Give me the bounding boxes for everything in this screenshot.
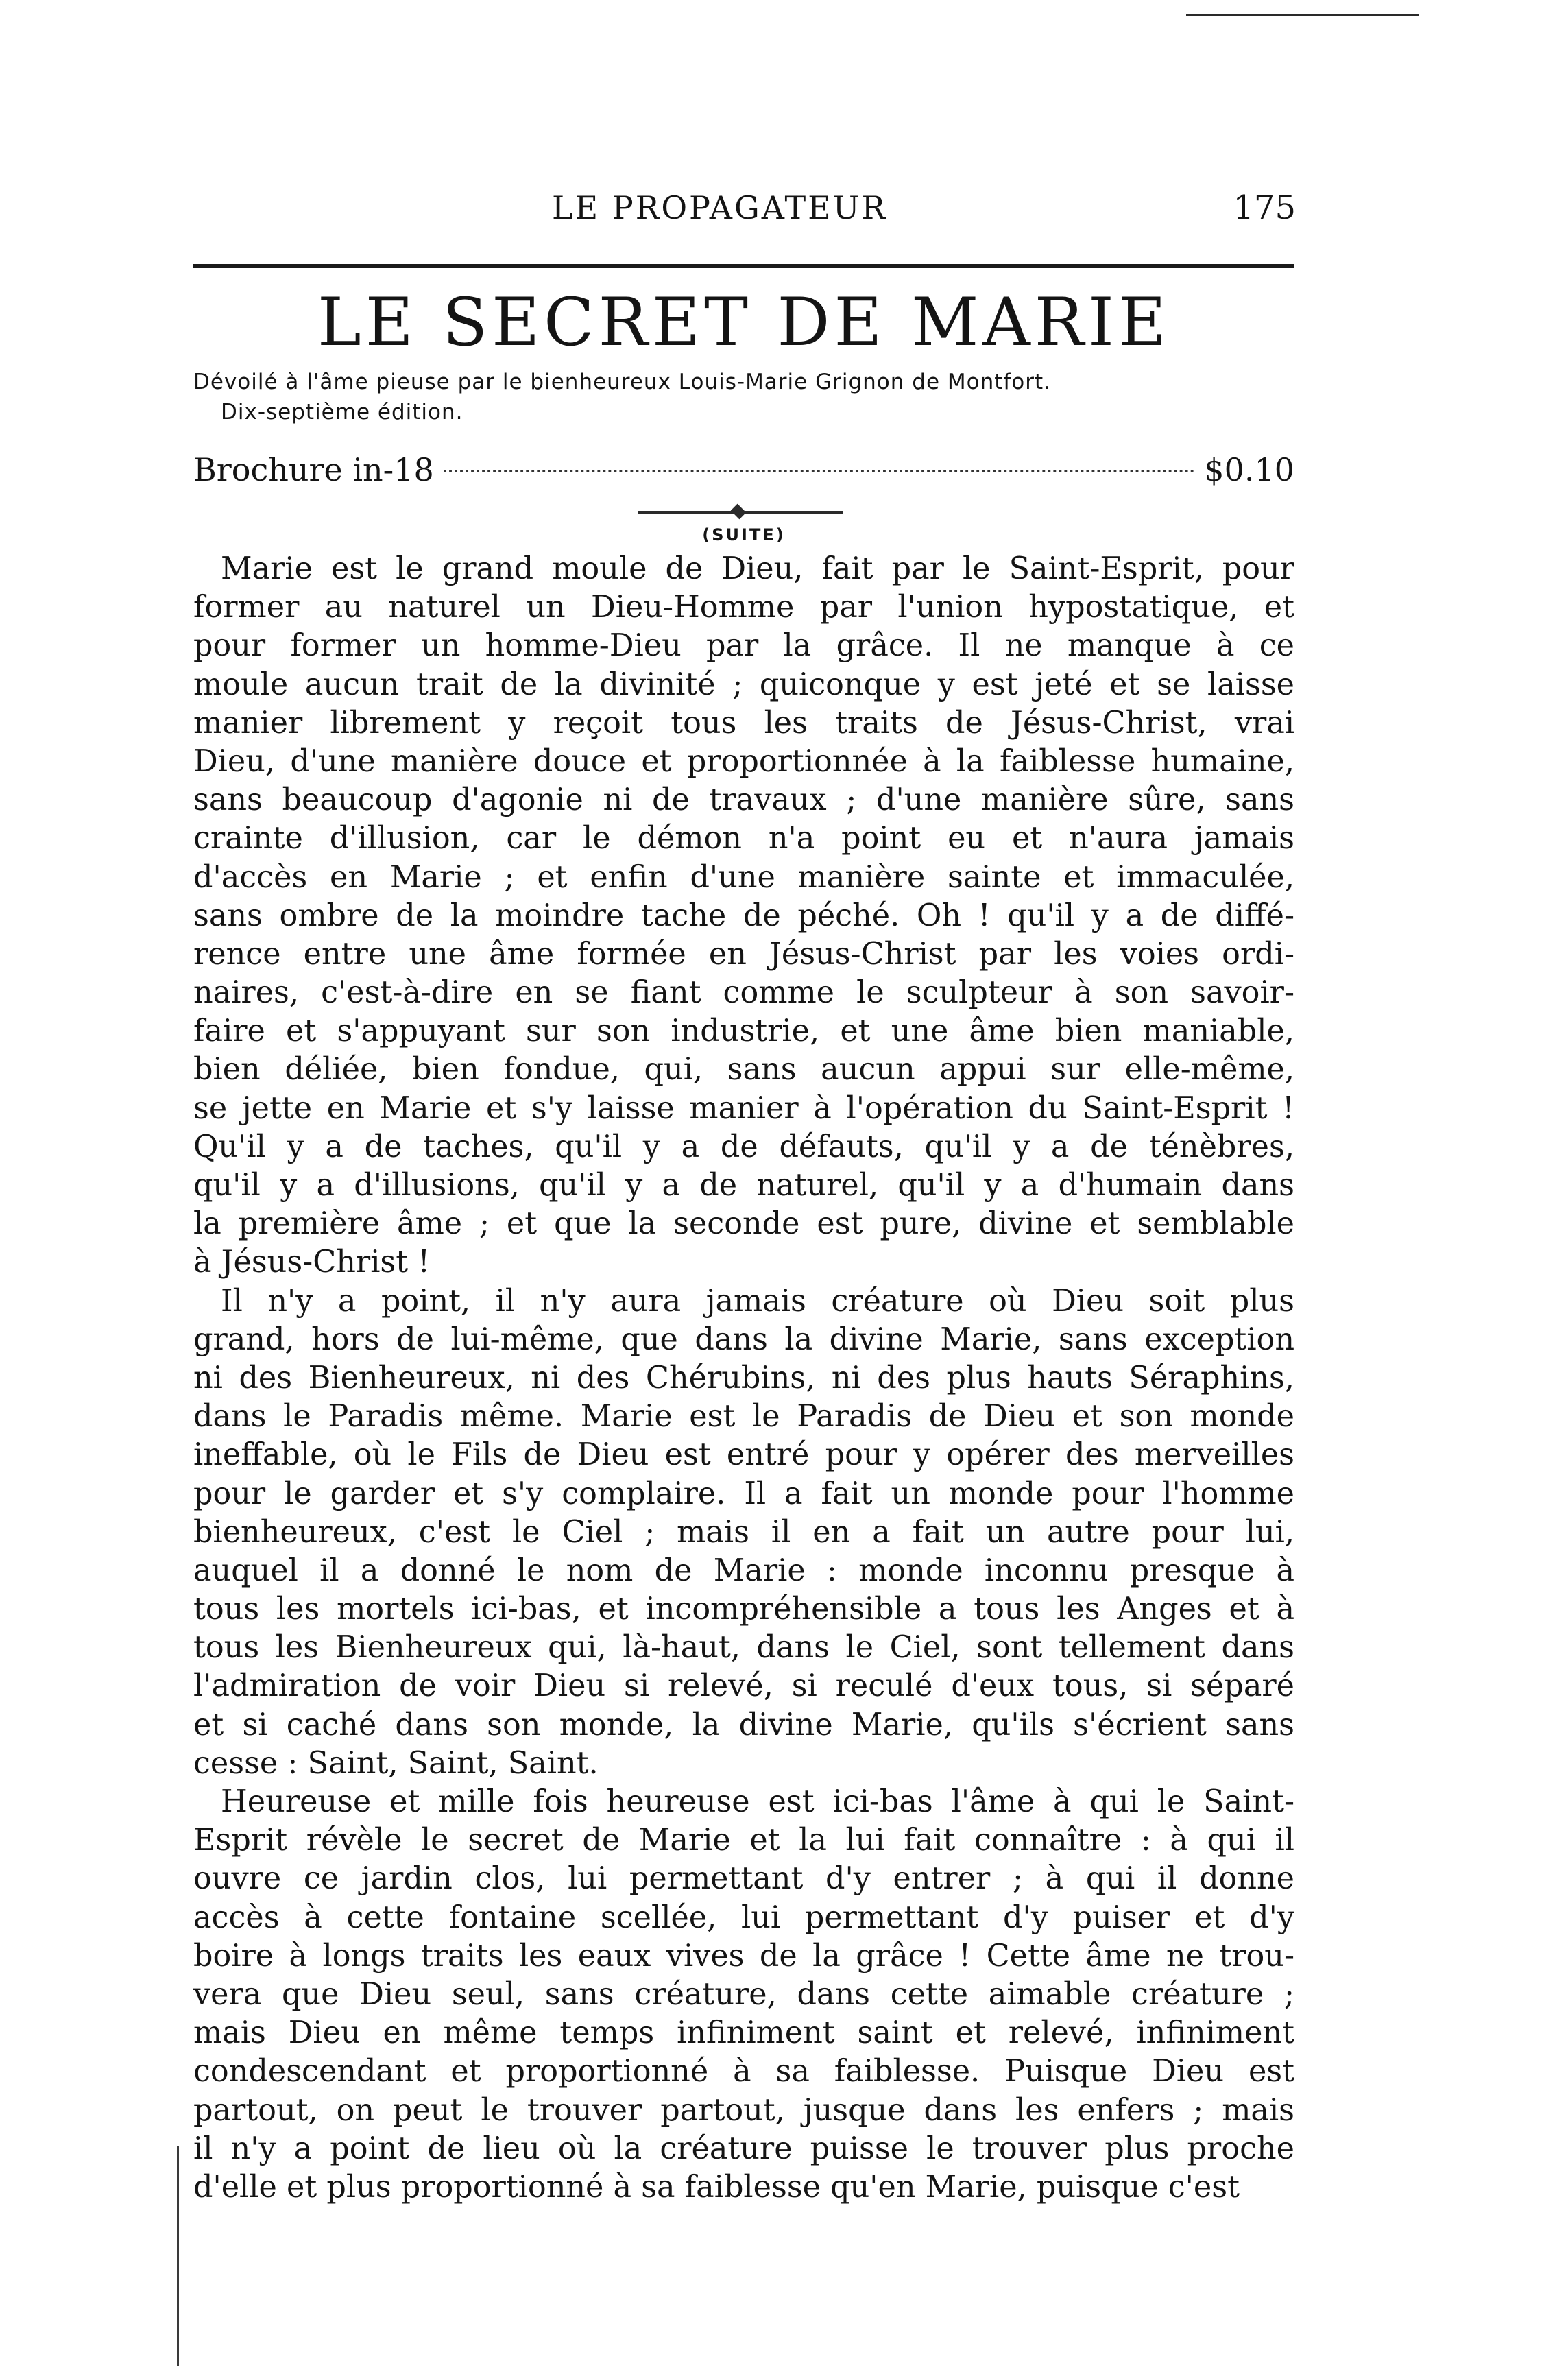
body-line: cesse : Saint, Saint, Saint.: [193, 1745, 599, 1781]
price-value: $0.10: [1204, 451, 1294, 488]
body-line: il n'y a point de lieu où la créature puisse le trouver plus proche: [193, 2131, 1294, 2166]
top-corner-rule: [1186, 14, 1419, 16]
body-line: partout, on peut le trouver partout, jusque dans les enfers ; mais: [193, 2092, 1294, 2128]
body-line: former au naturel un Dieu-Homme par l'union hypostatique, et: [193, 590, 1294, 625]
margin-mark: [177, 2146, 179, 2366]
body-line: moule aucun trait de la divinité ; quiconque y est jeté et se laisse: [193, 667, 1294, 702]
body-line: auquel il a donné le nom de Marie : monde inconnu presque à: [193, 1553, 1294, 1588]
body-line: condescendant et proportionné à sa faiblesse. Puisque Dieu est: [193, 2054, 1294, 2089]
body-line: boire à longs traits les eaux vives de la grâce ! Cette âme ne trou-: [193, 1938, 1294, 1974]
body-line: ni des Bienheureux, ni des Chérubins, ni des plus hauts Séraphins,: [193, 1360, 1294, 1395]
body-line: tous les Bienheureux qui, là-haut, dans le Ciel, sont tellement dans: [193, 1630, 1294, 1666]
body-text: [193, 550, 1294, 2207]
subtitle-line-1: Dévoilé à l'âme pieuse par le bienheureux Louis-Marie Grignon de Montfort.: [193, 370, 1052, 394]
body-line: accès à cette fontaine scellée, lui permettant d'y puiser et d'y: [193, 1900, 1294, 1935]
subtitle-line-2: Dix-septième édition.: [221, 400, 463, 424]
body-line: Esprit révèle le secret de Marie et la lui fait connaître : à qui il: [193, 1823, 1294, 1858]
body-line: ineffable, où le Fils de Dieu est entré pour y opérer des merveilles: [193, 1437, 1294, 1473]
body-line: d'accès en Marie ; et enfin d'une manière sainte et immaculée,: [193, 859, 1294, 895]
dot-leader: [444, 470, 1195, 472]
body-line: pour former un homme-Dieu par la grâce. Il ne manque à ce: [193, 628, 1294, 664]
body-line: qu'il y a d'illusions, qu'il y a de naturel, qu'il y a d'humain dans: [193, 1168, 1294, 1203]
body-line: Marie est le grand moule de Dieu, fait par le Saint-Esprit, pour: [221, 551, 1294, 586]
article-subtitle: [193, 367, 1294, 427]
running-head: [192, 184, 1296, 232]
body-line: Dieu, d'une manière douce et proportionnée à la faiblesse humaine,: [193, 743, 1294, 779]
body-line: mais Dieu en même temps infiniment saint et relevé, infiniment: [193, 2015, 1294, 2051]
body-line: crainte d'illusion, car le démon n'a point eu et n'aura jamais: [193, 821, 1294, 856]
body-line: Qu'il y a de taches, qu'il y a de défauts, qu'il y a de ténèbres,: [193, 1129, 1294, 1164]
header-rule: [193, 264, 1294, 268]
body-line: et si caché dans son monde, la divine Marie, qu'ils s'écrient sans: [193, 1707, 1294, 1742]
ornament-diamond: [731, 504, 747, 520]
body-line: Heureuse et mille fois heureuse est ici-bas l'âme à qui le Saint-: [221, 1784, 1294, 1819]
price-line: [193, 446, 1294, 494]
page-number: 175: [1233, 189, 1296, 227]
continued-label: (SUITE): [702, 525, 786, 544]
body-line: faire et s'appuyant sur son industrie, et une âme bien maniable,: [193, 1014, 1294, 1049]
body-line: sans beaucoup d'agonie ni de travaux ; d'une manière sûre, sans: [193, 782, 1294, 818]
body-line: Il n'y a point, il n'y aura jamais créature où Dieu soit plus: [221, 1283, 1294, 1319]
body-line: tous les mortels ici-bas, et incompréhensible a tous les Anges et à: [193, 1592, 1294, 1627]
body-line: rence entre une âme formée en Jésus-Christ par les voies ordi-: [193, 936, 1294, 972]
body-line: ouvre ce jardin clos, lui permettant d'y entrer ; à qui il donne: [193, 1861, 1294, 1897]
running-title: LE PROPAGATEUR: [552, 189, 888, 226]
body-line: grand, hors de lui-même, que dans la divine Marie, sans exception: [193, 1321, 1294, 1357]
body-line: bien déliée, bien fondue, qui, sans aucun appui sur elle-même,: [193, 1052, 1294, 1088]
body-line: se jette en Marie et s'y laisse manier à l'opération du Saint-Esprit !: [193, 1090, 1294, 1126]
body-line: bienheureux, c'est le Ciel ; mais il en a fait un autre pour lui,: [193, 1514, 1294, 1550]
body-line: naires, c'est-à-dire en se fiant comme le sculpteur à son savoir-: [193, 975, 1294, 1011]
body-line: vera que Dieu seul, sans créature, dans cette aimable créature ;: [193, 1976, 1294, 2012]
body-line: à Jésus-Christ !: [193, 1245, 431, 1280]
body-line: d'elle et plus proportionné à sa faiblesse qu'en Marie, puisque c'est: [193, 2169, 1240, 2205]
body-line: l'admiration de voir Dieu si relevé, si reculé d'eux tous, si séparé: [193, 1668, 1294, 1704]
article-title: LE SECRET DE MARIE: [317, 284, 1170, 361]
format-label: Brochure in-18: [193, 451, 434, 488]
body-line: sans ombre de la moindre tache de péché. Oh ! qu'il y a de diffé-: [193, 898, 1294, 933]
body-line: manier librement y reçoit tous les traits de Jésus-Christ, vrai: [193, 705, 1294, 741]
body-line: dans le Paradis même. Marie est le Paradis de Dieu et son monde: [193, 1399, 1294, 1435]
body-line: pour le garder et s'y complaire. Il a fait un monde pour l'homme: [193, 1476, 1294, 1511]
body-line: la première âme ; et que la seconde est pure, divine et semblable: [193, 1206, 1294, 1242]
